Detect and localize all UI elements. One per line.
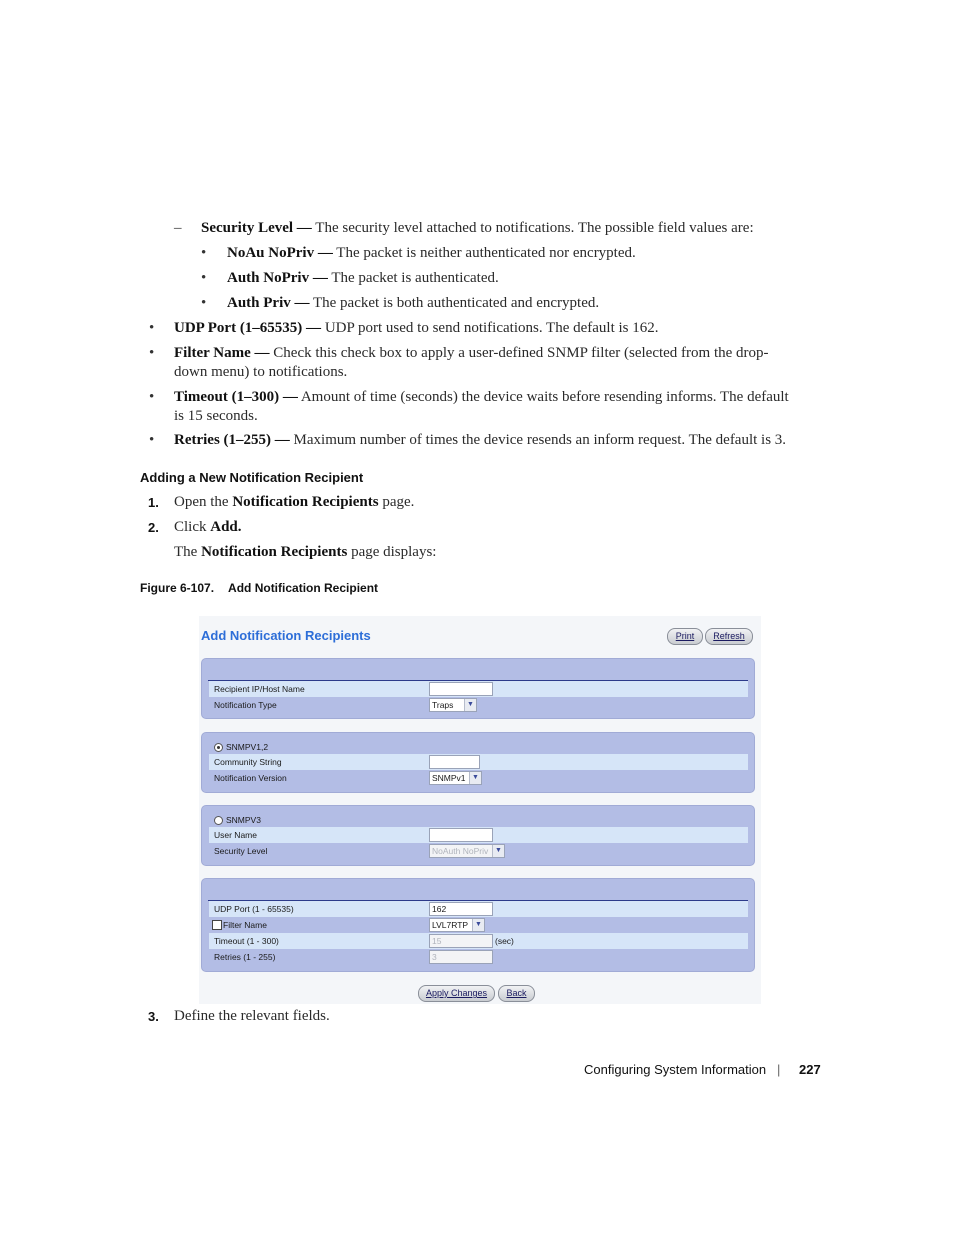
bullet-marker: •: [149, 345, 155, 361]
security-level-row: [209, 843, 748, 859]
community-string-input[interactable]: [429, 755, 480, 769]
bullet-marker: •: [149, 389, 155, 405]
udp-port-label: UDP Port (1 - 65535): [214, 904, 294, 914]
bullet-marker: •: [149, 432, 155, 448]
transport-panel: [201, 878, 755, 972]
snmpv12-row: [209, 739, 748, 755]
user-name-input[interactable]: [429, 828, 493, 842]
bullet-retries: Retries (1–255) — Maximum number of times the device resends an inform request. The default is 3.: [174, 432, 787, 448]
user-name-row: [209, 827, 748, 843]
notification-version-label: Notification Version: [214, 773, 287, 783]
filter-name-label: Filter Name: [223, 920, 267, 930]
page-number: 227: [799, 1062, 821, 1077]
filter-name-value: LVL7RTP: [432, 920, 469, 930]
bullet-marker: •: [201, 270, 207, 286]
snmpv3-radio[interactable]: [214, 816, 223, 825]
snmpv12-panel: [201, 732, 755, 793]
chevron-down-icon: ▼: [469, 772, 481, 784]
filter-name-select[interactable]: [429, 918, 485, 932]
sub-item-auth-priv: Auth Priv — The packet is both authenticated and encrypted.: [227, 295, 600, 311]
chevron-down-icon: ▼: [464, 699, 476, 711]
recipient-panel: [201, 658, 755, 719]
chevron-down-icon: ▼: [472, 919, 484, 931]
security-level-label: Security Level: [214, 846, 268, 856]
screen-title: Add Notification Recipients: [201, 628, 371, 643]
community-string-label: Community String: [214, 757, 282, 767]
add-notification-recipients-screen: [199, 616, 761, 1004]
sub-item-noauth-nopriv: NoAu NoPriv — The packet is neither authenticated nor encrypted.: [227, 245, 636, 261]
notification-type-select[interactable]: [429, 698, 477, 712]
security-level-item: Security Level — The security level attached to notifications. The possible field values are:: [201, 220, 754, 236]
recipient-ip-input[interactable]: [429, 682, 493, 696]
recipient-ip-row: [209, 681, 748, 697]
apply-changes-button[interactable]: Apply Changes: [418, 985, 495, 1002]
timeout-unit: (sec): [495, 936, 514, 946]
page-displays-text: The Notification Recipients page displays:: [174, 544, 437, 560]
dash-marker: –: [174, 220, 182, 236]
udp-port-row: [209, 901, 748, 917]
security-level-value: NoAuth NoPriv: [432, 846, 489, 856]
footer-separator: |: [777, 1062, 781, 1077]
snmpv3-row: [209, 812, 748, 828]
bullet-timeout-cont: is 15 seconds.: [174, 408, 258, 424]
step-2: Click Add.: [174, 519, 242, 535]
notification-version-select[interactable]: [429, 771, 482, 785]
user-name-label: User Name: [214, 830, 257, 840]
retries-input[interactable]: 3: [429, 950, 493, 964]
bullet-filter-name: Filter Name — Check this check box to apply a user-defined SNMP filter (selected from the drop-: [174, 345, 769, 361]
snmpv12-label: SNMPV1,2: [226, 742, 269, 752]
filter-name-checkbox[interactable]: [212, 920, 222, 930]
step-1: Open the Notification Recipients page.: [174, 494, 415, 510]
retries-row: [209, 949, 748, 965]
timeout-input[interactable]: 15: [429, 934, 493, 948]
notification-version-row: [209, 770, 748, 786]
step-number: 2.: [148, 520, 159, 535]
chevron-down-icon: ▼: [492, 845, 504, 857]
snmpv3-panel: [201, 805, 755, 866]
figure-caption: Figure 6-107. Add Notification Recipient: [140, 581, 379, 595]
step-3: Define the relevant fields.: [174, 1008, 330, 1024]
step-number: 1.: [148, 495, 159, 510]
retries-label: Retries (1 - 255): [214, 952, 276, 962]
timeout-row: [209, 933, 748, 949]
footer-section: Configuring System Information: [584, 1062, 767, 1077]
sub-item-auth-nopriv: Auth NoPriv — The packet is authenticated.: [227, 270, 499, 286]
timeout-label: Timeout (1 - 300): [214, 936, 279, 946]
recipient-ip-label: Recipient IP/Host Name: [214, 684, 305, 694]
snmpv12-radio[interactable]: [214, 743, 223, 752]
snmpv3-label: SNMPV3: [226, 815, 261, 825]
security-level-select[interactable]: [429, 844, 505, 858]
notification-version-value: SNMPv1: [432, 773, 466, 783]
section-heading: Adding a New Notification Recipient: [140, 470, 364, 485]
back-button[interactable]: Back: [498, 985, 535, 1002]
bullet-marker: •: [201, 245, 207, 261]
notification-type-label: Notification Type: [214, 700, 277, 710]
bullet-marker: •: [149, 320, 155, 336]
step-number: 3.: [148, 1009, 159, 1024]
bullet-filter-name-cont: down menu) to notifications.: [174, 364, 348, 380]
bullet-udp-port: UDP Port (1–65535) — UDP port used to send notifications. The default is 162.: [174, 320, 659, 336]
refresh-button[interactable]: Refresh: [705, 628, 753, 645]
bullet-marker: •: [201, 295, 207, 311]
notification-type-row: [209, 697, 748, 713]
udp-port-input[interactable]: 162: [429, 902, 493, 916]
notification-type-value: Traps: [432, 700, 454, 710]
print-button[interactable]: Print: [667, 628, 703, 645]
community-string-row: [209, 754, 748, 770]
bullet-timeout: Timeout (1–300) — Amount of time (seconds) the device waits before resending informs. The default: [174, 389, 789, 405]
filter-name-row: [209, 917, 748, 933]
